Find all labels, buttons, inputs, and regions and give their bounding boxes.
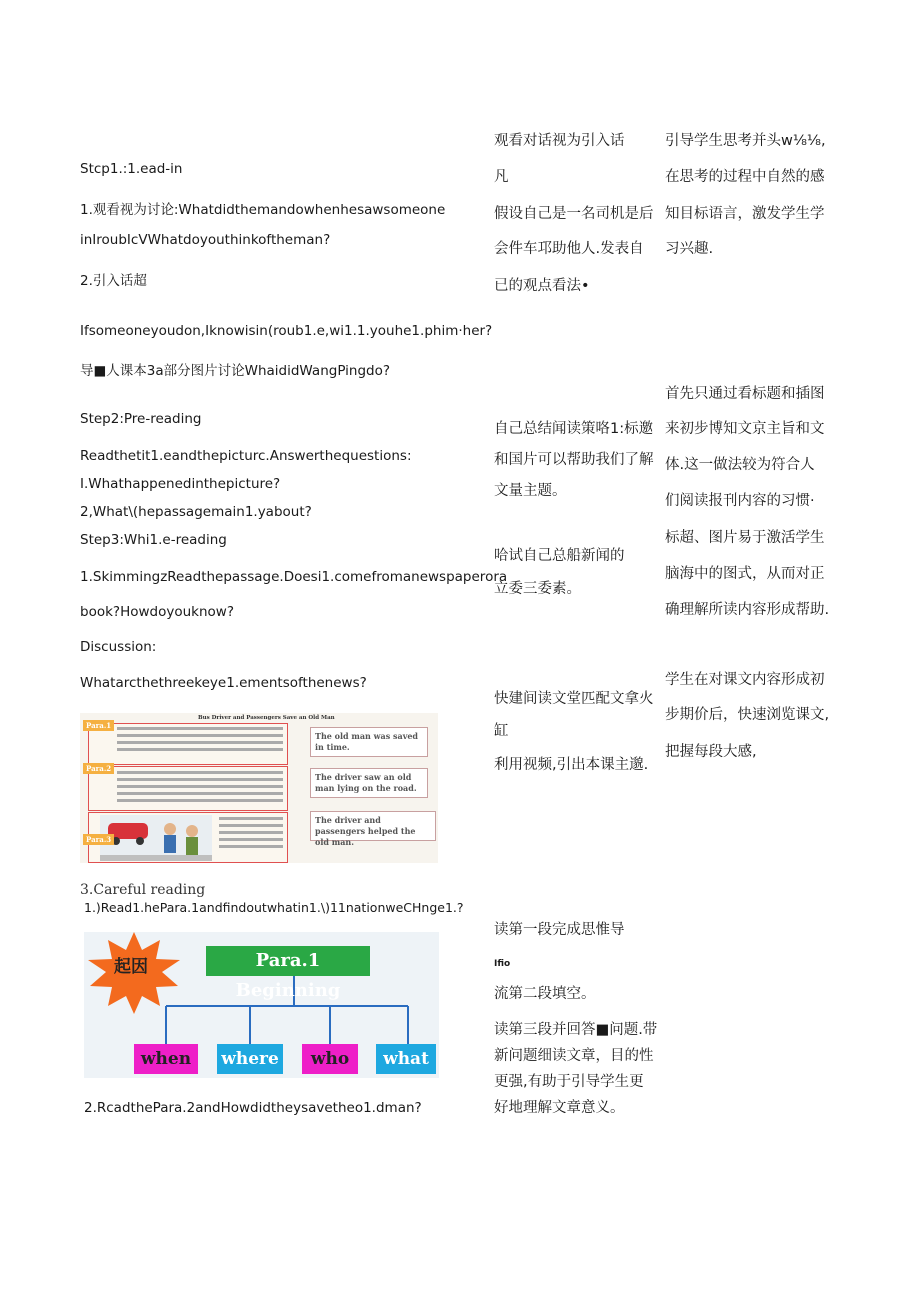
- middle-line-16: 流第二段填空。: [494, 986, 596, 1002]
- careful-reading-question-1: 1.)Read1.hePara.1andfindoutwhatin1.\)11nationweCHnge1.?: [84, 900, 464, 915]
- middle-line-6: 自己总结闻读策咯1:标邀: [494, 421, 654, 437]
- middle-line-5: 已的观点看法•: [494, 278, 590, 294]
- pre-question-2: 2,What\(hepassagemain1.yabout?: [80, 504, 312, 520]
- answer-box-3: The driver and passengers helped the old man.: [310, 811, 436, 841]
- what-box: what: [376, 1044, 436, 1074]
- middle-line-7: 和国片可以帮助我们了解: [494, 452, 654, 468]
- middle-line-20: 好地理解文章意义。: [494, 1100, 625, 1116]
- question-3-text: 导■人课本3a部分图片讨论WhaididWangPingdo?: [80, 363, 391, 379]
- right-line-4: 习兴趣.: [665, 241, 714, 257]
- when-box: when: [134, 1044, 198, 1074]
- question-1-line-1: 1.观看视为讨论:Whatdidthemandowhenhesawsomeone: [80, 202, 446, 218]
- accident-illustration: [100, 815, 212, 861]
- middle-line-12: 缸: [494, 723, 509, 739]
- careful-reading-question-2: 2.RcadthePara.2andHowdidtheysavetheo1.dman?: [84, 1100, 422, 1116]
- middle-line-2: 凡: [494, 169, 509, 185]
- right-line-5: 首先只通过看标题和插图: [665, 386, 825, 402]
- para-1-label: Para.1: [83, 720, 114, 731]
- question-2-heading: 2.引入话超: [80, 273, 147, 289]
- right-line-12: 学生在对课文内容形成初: [665, 672, 825, 688]
- mind-map-image: [84, 932, 439, 1078]
- right-line-14: 把握每段大感,: [665, 744, 757, 760]
- middle-line-17: 读第三段并回答■问题.带: [494, 1022, 658, 1038]
- paragraph-2-block: [88, 766, 288, 811]
- pre-question-1: I.Whathappenedinthepicture?: [80, 476, 281, 492]
- para-1-beginning-box: Para.1 Beginning: [206, 946, 370, 976]
- careful-reading-heading: 3.Careful reading: [80, 882, 206, 898]
- answer-box-2: The driver saw an old man lying on the road.: [310, 768, 428, 798]
- discussion-question: Whatarcthethreekeye1.ementsofthenews?: [80, 675, 367, 691]
- middle-line-4: 会件车邛助他人.发表自: [494, 241, 644, 257]
- question-2-text: Ifsomeoneyoudon,Iknowisin(roub1.e,wi1.1.youhe1.phim·her?: [80, 323, 493, 339]
- middle-line-19: 更强,有助于引导学生更: [494, 1074, 644, 1090]
- middle-line-9: 哈试自己总船新闻的: [494, 548, 625, 564]
- middle-line-10: 立委三委素。: [494, 581, 581, 597]
- skimming-line-1: 1.SkimmingzReadthepassage.Doesi1.comefromanewspaperora: [80, 569, 508, 585]
- middle-line-3: 假设自己是一名司机是后: [494, 206, 654, 222]
- right-line-10: 脑海中的图式，从而对正: [665, 566, 825, 582]
- read-title-instruction: Readthetit1.eandthepicturc.Answerthequestions:: [80, 448, 412, 464]
- passage-matching-image: [80, 713, 438, 863]
- passage-headline: Bus Driver and Passengers Save an Old Man: [198, 715, 335, 721]
- where-box: where: [217, 1044, 283, 1074]
- right-line-11: 确理解所读内容形成帮助.: [665, 602, 830, 618]
- middle-line-15: Ifio: [494, 959, 511, 969]
- step2-heading: Step2:Pre-reading: [80, 411, 202, 427]
- middle-line-11: 快建间读文堂匹配文拿火: [494, 691, 654, 707]
- right-line-6: 来初步博知文京主旨和文: [665, 421, 825, 437]
- middle-line-14: 读第一段完成思惟导: [494, 922, 625, 938]
- question-1-line-2: inIroubIcVWhatdoyouthinkoftheman?: [80, 232, 331, 248]
- right-line-1: 引导学生思考并头w⅛⅛,: [665, 133, 826, 149]
- step3-heading: Step3:Whi1.e-reading: [80, 532, 227, 548]
- middle-line-18: 新问题细读文章，目的性: [494, 1048, 654, 1064]
- right-line-13: 步期价后，快速浏览课文,: [665, 707, 830, 723]
- starburst-label: 起因: [114, 957, 148, 977]
- middle-line-13: 利用视频,引出本课主邈.: [494, 757, 649, 773]
- right-line-2: 在思考的过程中自然的感: [665, 169, 825, 185]
- who-box: who: [302, 1044, 358, 1074]
- right-line-7: 体.这一做法较为符合人: [665, 457, 815, 473]
- right-line-9: 标超、图片易于激活学生: [665, 530, 825, 546]
- para-3-label: Para.3: [83, 834, 114, 845]
- step1-heading: Stcp1.:1.ead-in: [80, 161, 183, 177]
- middle-line-1: 观看对话视为引入话: [494, 133, 625, 149]
- right-line-8: 们阅读报刊内容的习惯·: [665, 493, 815, 509]
- skimming-line-2: book?Howdoyouknow?: [80, 604, 234, 620]
- discussion-heading: Discussion:: [80, 639, 157, 655]
- right-line-3: 知目标语言，激发学生学: [665, 206, 825, 222]
- answer-box-1: The old man was saved in time.: [310, 727, 428, 757]
- middle-line-8: 文量主题。: [494, 483, 567, 499]
- para-2-label: Para.2: [83, 763, 114, 774]
- paragraph-1-block: [88, 723, 288, 765]
